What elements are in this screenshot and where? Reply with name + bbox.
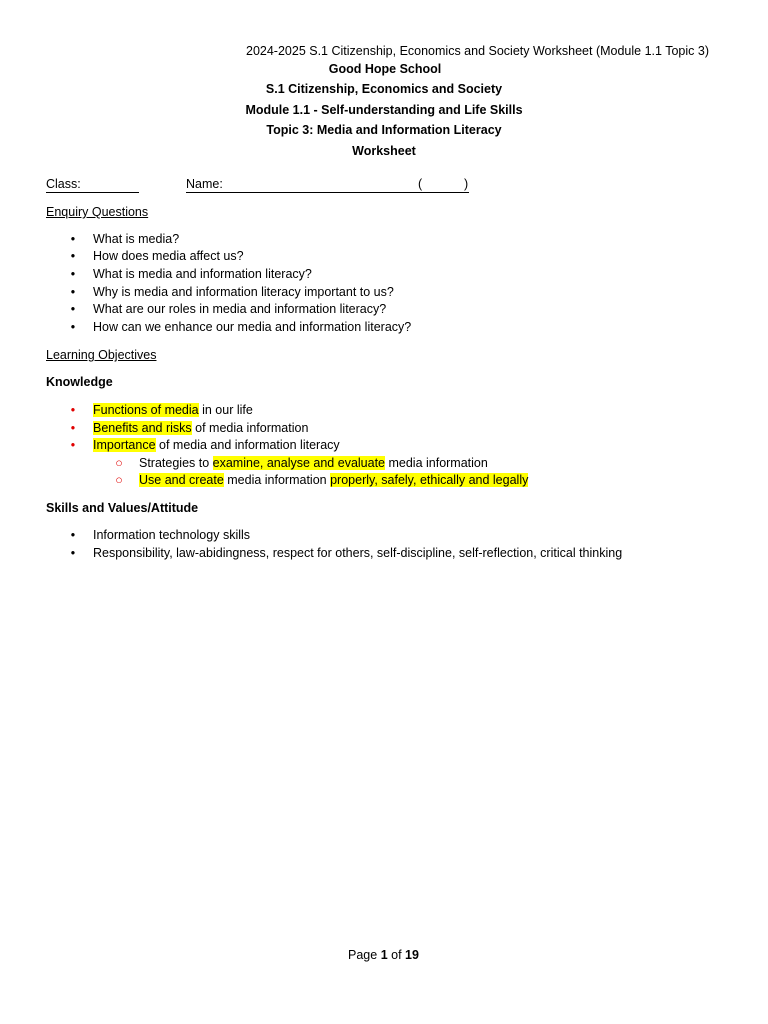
list-item: What is media?: [93, 232, 180, 246]
name-blank[interactable]: [186, 192, 469, 193]
bullet-icon: •: [70, 528, 76, 542]
module-title: Module 1.1 - Self-understanding and Life Skills: [245, 103, 523, 117]
item-text: media information: [385, 456, 488, 470]
name-label: Name:: [186, 177, 223, 191]
bullet-icon: •: [70, 285, 76, 299]
of-word: of: [391, 948, 402, 962]
bullet-icon: •: [70, 249, 76, 263]
list-item: What are our roles in media and information literacy?: [93, 302, 387, 316]
page-word: Page: [348, 948, 378, 962]
objectives-heading: Learning Objectives: [46, 348, 157, 362]
bullet-icon: •: [70, 421, 76, 435]
item-text: Strategies to: [139, 456, 213, 470]
highlight-text: Benefits and risks: [93, 421, 192, 435]
highlight-text: Importance: [93, 438, 156, 452]
bullet-icon: •: [70, 232, 76, 246]
bullet-icon: •: [70, 267, 76, 281]
circle-bullet-icon: ○: [115, 473, 123, 487]
bullet-icon: •: [70, 320, 76, 334]
list-item: [93, 421, 308, 435]
list-item: Information technology skills: [93, 528, 251, 542]
highlight-text: examine, analyse and evaluate: [212, 456, 385, 470]
list-item: How can we enhance our media and information literacy?: [93, 320, 412, 334]
list-item: [93, 403, 253, 417]
class-number-close: ): [464, 177, 469, 191]
class-number-open: (: [418, 177, 423, 191]
sub-list-item: [139, 473, 528, 487]
running-title: 2024-2025 S.1 Citizenship, Economics and Society Worksheet (Module 1.1 Topic 3): [246, 44, 709, 58]
highlight-text: Use and create: [139, 473, 224, 487]
subject-title: S.1 Citizenship, Economics and Society: [265, 82, 503, 96]
bullet-icon: •: [70, 403, 76, 417]
enquiry-heading: Enquiry Questions: [46, 205, 149, 219]
item-text: of media information: [191, 421, 309, 435]
bullet-icon: •: [70, 302, 76, 316]
circle-bullet-icon: ○: [115, 456, 123, 470]
list-item: Why is media and information literacy important to us?: [93, 285, 394, 299]
list-item: How does media affect us?: [93, 249, 244, 263]
page-total: 19: [405, 948, 419, 962]
item-text: in our life: [198, 403, 253, 417]
topic-title: Topic 3: Media and Information Literacy: [266, 123, 502, 137]
list-item: What is media and information literacy?: [93, 267, 312, 281]
bullet-icon: •: [70, 438, 76, 452]
worksheet-title: Worksheet: [352, 144, 416, 158]
class-blank[interactable]: [46, 192, 139, 193]
highlight-text: Functions of media: [93, 403, 199, 417]
highlight-text: properly, safely, ethically and legally: [330, 473, 529, 487]
sub-list-item: [139, 456, 488, 470]
item-text: media information: [223, 473, 331, 487]
list-item: Responsibility, law-abidingness, respect for others, self-discipline, self-reflection, critical thinking: [93, 546, 623, 560]
bullet-icon: •: [70, 546, 76, 560]
list-item: [93, 438, 340, 452]
skills-heading: Skills and Values/Attitude: [46, 501, 199, 515]
class-label: Class:: [46, 177, 81, 191]
page-footer: [348, 948, 419, 962]
item-text: of media and information literacy: [155, 438, 340, 452]
page-current: 1: [380, 948, 388, 962]
school-name: Good Hope School: [328, 62, 442, 76]
knowledge-heading: Knowledge: [46, 375, 113, 389]
